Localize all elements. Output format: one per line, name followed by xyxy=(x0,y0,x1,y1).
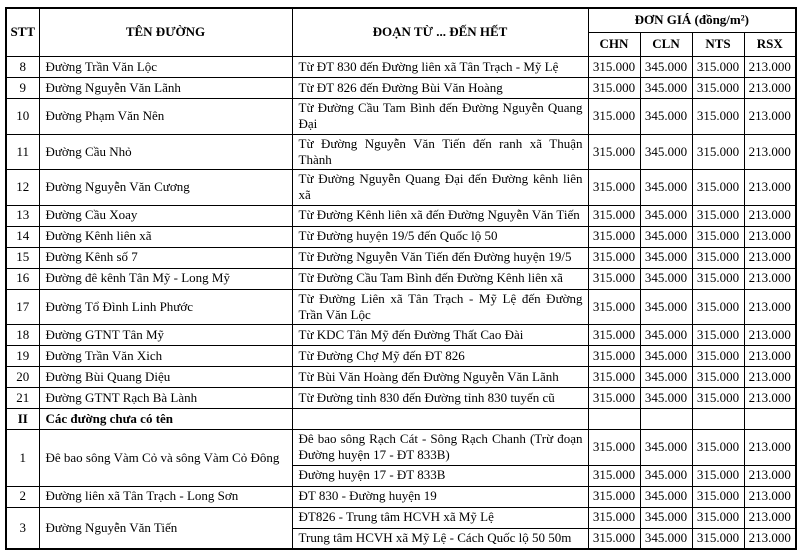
stt-cell: 12 xyxy=(6,170,39,206)
price-cell-rsx: 213.000 xyxy=(744,170,796,206)
table-row xyxy=(6,134,796,170)
price-cell-nts: 315.000 xyxy=(692,57,744,78)
segment-cell: Từ ĐT 830 đến Đường liên xã Tân Trạch - Mỹ Lệ xyxy=(292,57,588,78)
price-cell-rsx: 213.000 xyxy=(744,346,796,367)
stt-cell: 16 xyxy=(6,268,39,289)
segment-cell: Từ Đường Cầu Tam Bình đến Đường Nguyễn Quang Đại xyxy=(292,99,588,135)
table-row xyxy=(6,226,796,247)
table-row xyxy=(6,289,796,325)
table-row xyxy=(6,388,796,409)
table-row xyxy=(6,430,796,466)
price-cell-chn: 315.000 xyxy=(588,170,640,206)
price-cell-rsx: 213.000 xyxy=(744,367,796,388)
col-header-stt: STT xyxy=(6,8,39,57)
table-row xyxy=(6,486,796,507)
segment-cell: Từ Bùi Văn Hoàng đến Đường Nguyễn Văn Lãnh xyxy=(292,367,588,388)
price-cell-chn: 315.000 xyxy=(588,528,640,549)
price-cell-cln: 345.000 xyxy=(640,205,692,226)
segment-cell: Từ Đường Chợ Mỹ đến ĐT 826 xyxy=(292,346,588,367)
road-name-cell: Đường liên xã Tân Trạch - Long Sơn xyxy=(39,486,292,507)
segment-cell: Từ KDC Tân Mỹ đến Đường Thất Cao Đài xyxy=(292,325,588,346)
price-cell-rsx: 213.000 xyxy=(744,99,796,135)
road-price-table xyxy=(5,7,797,550)
price-cell-nts: 315.000 xyxy=(692,388,744,409)
price-cell-nts: 315.000 xyxy=(692,205,744,226)
price-cell-nts: 315.000 xyxy=(692,226,744,247)
price-cell-rsx: 213.000 xyxy=(744,226,796,247)
price-cell-cln xyxy=(640,409,692,430)
price-cell-cln: 345.000 xyxy=(640,134,692,170)
stt-cell: 15 xyxy=(6,247,39,268)
price-cell-rsx: 213.000 xyxy=(744,134,796,170)
price-cell-nts: 315.000 xyxy=(692,528,744,549)
price-cell-chn: 315.000 xyxy=(588,226,640,247)
price-cell-cln: 345.000 xyxy=(640,528,692,549)
price-cell-chn: 315.000 xyxy=(588,78,640,99)
stt-cell: 21 xyxy=(6,388,39,409)
price-cell-cln: 345.000 xyxy=(640,367,692,388)
table-row xyxy=(6,99,796,135)
table-body xyxy=(6,57,796,550)
segment-cell: Từ Đường Liên xã Tân Trạch - Mỹ Lệ đến Đường Trần Văn Lộc xyxy=(292,289,588,325)
stt-cell: 13 xyxy=(6,205,39,226)
price-cell-nts: 315.000 xyxy=(692,134,744,170)
road-name-cell: Đường Cầu Xoay xyxy=(39,205,292,226)
col-header-road-name: TÊN ĐƯỜNG xyxy=(39,8,292,57)
stt-cell: 19 xyxy=(6,346,39,367)
road-name-cell: Đường Tổ Đình Linh Phước xyxy=(39,289,292,325)
price-cell-rsx: 213.000 xyxy=(744,325,796,346)
price-cell-nts: 315.000 xyxy=(692,346,744,367)
price-cell-rsx: 213.000 xyxy=(744,465,796,486)
price-cell-nts: 315.000 xyxy=(692,99,744,135)
road-name-cell: Đường Kênh liên xã xyxy=(39,226,292,247)
price-cell-cln: 345.000 xyxy=(640,57,692,78)
table-header xyxy=(6,8,796,57)
price-cell-chn: 315.000 xyxy=(588,465,640,486)
price-cell-rsx: 213.000 xyxy=(744,205,796,226)
price-cell-nts: 315.000 xyxy=(692,247,744,268)
price-cell-nts: 315.000 xyxy=(692,367,744,388)
segment-cell: ĐT826 - Trung tâm HCVH xã Mỹ Lệ xyxy=(292,507,588,528)
col-header-nts: NTS xyxy=(692,33,744,57)
price-cell-cln: 345.000 xyxy=(640,346,692,367)
road-name-cell: Đường đê kênh Tân Mỹ - Long Mỹ xyxy=(39,268,292,289)
stt-cell: 20 xyxy=(6,367,39,388)
segment-cell: Từ Đường Kênh liên xã đến Đường Nguyễn Văn Tiến xyxy=(292,205,588,226)
price-cell-rsx xyxy=(744,409,796,430)
road-name-cell: Đường Nguyễn Văn Tiến xyxy=(39,507,292,549)
price-cell-chn: 315.000 xyxy=(588,346,640,367)
table-row xyxy=(6,170,796,206)
price-cell-chn: 315.000 xyxy=(588,388,640,409)
col-header-segment: ĐOẠN TỪ ... ĐẾN HẾT xyxy=(292,8,588,57)
stt-cell: 10 xyxy=(6,99,39,135)
price-cell-chn: 315.000 xyxy=(588,247,640,268)
table-row xyxy=(6,346,796,367)
stt-cell: 1 xyxy=(6,430,39,487)
table-row xyxy=(6,367,796,388)
segment-cell: Từ Đường Nguyễn Văn Tiến đến Đường huyện 19/5 xyxy=(292,247,588,268)
price-cell-chn: 315.000 xyxy=(588,134,640,170)
road-name-cell: Đường Nguyễn Văn Cương xyxy=(39,170,292,206)
price-cell-chn: 315.000 xyxy=(588,507,640,528)
stt-cell: 18 xyxy=(6,325,39,346)
road-name-cell: Đường Bùi Quang Diệu xyxy=(39,367,292,388)
price-cell-rsx: 213.000 xyxy=(744,289,796,325)
table-row xyxy=(6,247,796,268)
price-cell-cln: 345.000 xyxy=(640,486,692,507)
road-name-cell: Đường GTNT Tân Mỹ xyxy=(39,325,292,346)
stt-cell: 11 xyxy=(6,134,39,170)
price-cell-cln: 345.000 xyxy=(640,507,692,528)
table-row xyxy=(6,325,796,346)
price-cell-chn: 315.000 xyxy=(588,367,640,388)
road-name-cell: Đường Trần Văn Xich xyxy=(39,346,292,367)
price-cell-rsx: 213.000 xyxy=(744,507,796,528)
price-cell-nts: 315.000 xyxy=(692,486,744,507)
road-name-cell: Đường GTNT Rạch Bà Lành xyxy=(39,388,292,409)
price-cell-nts: 315.000 xyxy=(692,170,744,206)
price-cell-rsx: 213.000 xyxy=(744,268,796,289)
segment-cell: Từ Đường Cầu Tam Bình đến Đường Kênh liên xã xyxy=(292,268,588,289)
table-row xyxy=(6,78,796,99)
stt-cell: II xyxy=(6,409,39,430)
price-cell-rsx: 213.000 xyxy=(744,78,796,99)
price-cell-chn xyxy=(588,409,640,430)
price-cell-cln: 345.000 xyxy=(640,289,692,325)
col-header-price-group: ĐƠN GIÁ (đồng/m²) xyxy=(588,8,796,33)
price-cell-nts: 315.000 xyxy=(692,507,744,528)
price-cell-cln: 345.000 xyxy=(640,325,692,346)
price-cell-chn: 315.000 xyxy=(588,289,640,325)
price-cell-nts: 315.000 xyxy=(692,268,744,289)
price-cell-nts: 315.000 xyxy=(692,465,744,486)
price-cell-chn: 315.000 xyxy=(588,205,640,226)
price-cell-chn: 315.000 xyxy=(588,99,640,135)
stt-cell: 8 xyxy=(6,57,39,78)
stt-cell: 9 xyxy=(6,78,39,99)
road-name-cell: Đường Trần Văn Lộc xyxy=(39,57,292,78)
price-cell-nts: 315.000 xyxy=(692,325,744,346)
stt-cell: 17 xyxy=(6,289,39,325)
road-name-cell: Đường Cầu Nhỏ xyxy=(39,134,292,170)
price-cell-nts: 315.000 xyxy=(692,78,744,99)
segment-cell: Đường huyện 17 - ĐT 833B xyxy=(292,465,588,486)
price-cell-cln: 345.000 xyxy=(640,388,692,409)
price-cell-chn: 315.000 xyxy=(588,430,640,466)
segment-cell: Từ Đường tỉnh 830 đến Đường tỉnh 830 tuyến cũ xyxy=(292,388,588,409)
col-header-chn: CHN xyxy=(588,33,640,57)
road-name-cell: Đường Nguyễn Văn Lãnh xyxy=(39,78,292,99)
price-cell-nts xyxy=(692,409,744,430)
col-header-rsx: RSX xyxy=(744,33,796,57)
price-cell-cln: 345.000 xyxy=(640,99,692,135)
segment-cell: Từ Đường huyện 19/5 đến Quốc lộ 50 xyxy=(292,226,588,247)
price-cell-cln: 345.000 xyxy=(640,78,692,99)
price-cell-cln: 345.000 xyxy=(640,465,692,486)
table-row xyxy=(6,268,796,289)
segment-cell: Trung tâm HCVH xã Mỹ Lệ - Cách Quốc lộ 50 50m xyxy=(292,528,588,549)
price-cell-nts: 315.000 xyxy=(692,289,744,325)
table-row xyxy=(6,57,796,78)
price-cell-nts: 315.000 xyxy=(692,430,744,466)
segment-cell: Từ Đường Nguyễn Quang Đại đến Đường kênh liên xã xyxy=(292,170,588,206)
price-cell-cln: 345.000 xyxy=(640,430,692,466)
price-cell-chn: 315.000 xyxy=(588,268,640,289)
price-cell-cln: 345.000 xyxy=(640,268,692,289)
price-cell-cln: 345.000 xyxy=(640,170,692,206)
road-name-cell: Đường Kênh số 7 xyxy=(39,247,292,268)
header-row-1 xyxy=(6,8,796,33)
price-cell-rsx: 213.000 xyxy=(744,388,796,409)
segment-cell: Đê bao sông Rạch Cát - Sông Rạch Chanh (Trừ đoạn Đường huyện 17 - ĐT 833B) xyxy=(292,430,588,466)
table-row xyxy=(6,507,796,528)
price-cell-chn: 315.000 xyxy=(588,325,640,346)
price-cell-rsx: 213.000 xyxy=(744,247,796,268)
stt-cell: 14 xyxy=(6,226,39,247)
stt-cell: 2 xyxy=(6,486,39,507)
road-name-cell: Đê bao sông Vàm Cỏ và sông Vàm Cỏ Đông xyxy=(39,430,292,487)
price-cell-chn: 315.000 xyxy=(588,486,640,507)
price-cell-rsx: 213.000 xyxy=(744,486,796,507)
segment-cell: ĐT 830 - Đường huyện 19 xyxy=(292,486,588,507)
price-cell-rsx: 213.000 xyxy=(744,528,796,549)
price-cell-cln: 345.000 xyxy=(640,226,692,247)
segment-cell: Từ Đường Nguyễn Văn Tiến đến ranh xã Thuận Thành xyxy=(292,134,588,170)
price-cell-rsx: 213.000 xyxy=(744,57,796,78)
segment-cell: Từ ĐT 826 đến Đường Bùi Văn Hoàng xyxy=(292,78,588,99)
stt-cell: 3 xyxy=(6,507,39,549)
segment-cell xyxy=(292,409,588,430)
price-cell-rsx: 213.000 xyxy=(744,430,796,466)
price-cell-chn: 315.000 xyxy=(588,57,640,78)
road-name-cell: Đường Phạm Văn Nên xyxy=(39,99,292,135)
table-row xyxy=(6,205,796,226)
table-row xyxy=(6,409,796,430)
col-header-cln: CLN xyxy=(640,33,692,57)
road-name-cell: Các đường chưa có tên xyxy=(39,409,292,430)
price-cell-cln: 345.000 xyxy=(640,247,692,268)
